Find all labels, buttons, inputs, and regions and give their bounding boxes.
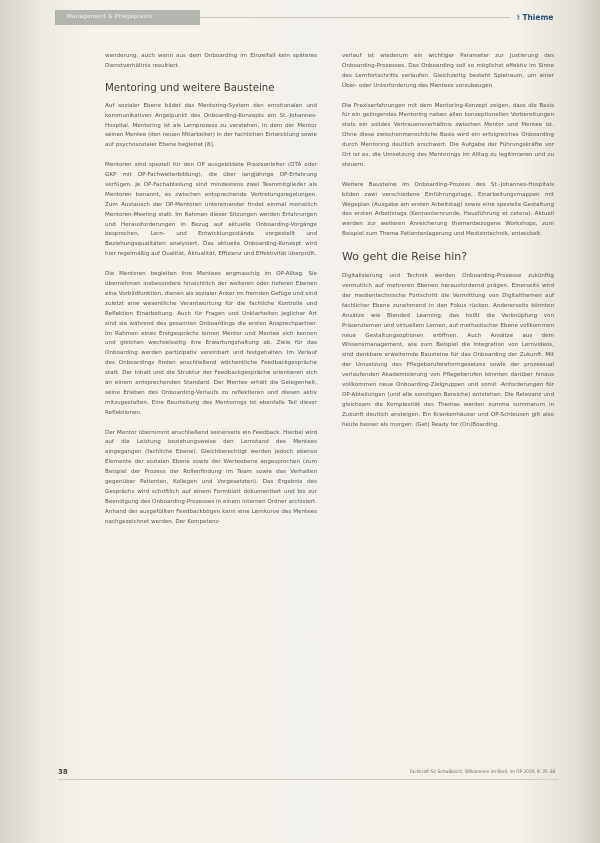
section-heading-mentoring: Mentoring und weitere Bausteine [105,82,275,94]
footer-citation: Fachkraft für Schwäbisch, Wilkommen im Bord, im OP 2019; 9: 35–38 [409,769,555,774]
right-paragraph-4: Digitalisierung und Technik werden Onboarding-Prozesse zukünftig vermutlich auf mehreren Ebenen herausfordernd prägen. Einerseits wird der medientechnische Fortschritt die Vermittlung von Digitalthemen auf fachlicher Ebene zunehmend in den Fokus rücken. Andererseits könnten Ansätze wie Blended Learning, das heißt die Verknüpfung von Präsenzlernen und virtuellem Lernen, auf methodischer Ebene vollkommen neue Gestaltungsoptionen eröffnen. Auch Ansätze aus dem Wissensmanagement, wie zum Beispiel die Integration von Lernvideos, sind denkbare erweiternde Bausteine für das Onboarding der Zukunft. Mit der Umsetzung des Pflegeberufereformgesetzes sowie der prozessual verlaufenden Akademisierung von Pflegeberufen könnten darüber hinaus vollkommen neue Onboarding-Zielgruppen und somit -Anforderungen für OP-Abteilungen (und alle sonstigen Bereiche) entstehen. Die Relevanz und gleichsam die Komplexität des Themas werden summa summarum in Zukunft deutlich ansteigen. Ein Krankenhäuser und OP-Schleusen gilt also heute besser als morgen: (Get) Ready for (On)Boarding. [342,273,554,428]
left-intro-paragraph: wenderung, auch wenn aus dem Onboarding im Einzelfall kein späteres Dienstverhältnis resultiert. [105,53,317,69]
footer-rule [58,779,558,780]
section-heading-future: Wo geht die Reise hin? [342,250,468,264]
left-paragraph-4: Der Mentor übernimmt anschließend seinerseits ein Feedback. Hierbei wird auf die Leistung beziehungsweise den Lernstand des Mentees eingegangen (fachliche Ebene). Gleichberechtigt werden jedoch ebenso Elemente der sozialen Ebene sowie der Werteebene angesprochen (zum Beispiel der Prozess der Rollenfindung im Team sowie das Verhalten gegenüber Patienten, Kollegen und Vorgesetzten). Das Ergebnis des Gesprächs wird schriftlich auf einem Formblatt dokumentiert und bis zur Beendigung des Onboarding-Prozesses in einem internen Ordner archiviert. Anhand der ausgefüllten Feedbackbögen kann eine Lernkurve des Mentees nachgezeichnet werden. Der Kompetenz- [105,429,317,525]
thieme-logo-icon: ⚕ [516,12,521,22]
left-paragraph-2: Mentoren sind speziell für den OP ausgebildete Praxisanleiter (OTA oder GKP mit OP-Fachweiterbildung), die über langjährige OP-Erfahrung verfügen. Je OP-Fachabteilung sind mindestens zwei Teammitglieder als Mentoren benannt, es zwischen entsprechende Vertretungsregelungen. Zum Austausch der OP-Mentoren untereinander findet einmal monatlich Mentoren-Meeting statt. Im Rahmen dieser Sitzungen werden Erfahrungen und Herausforderungen in Bezug auf aktuelle Onboarding-Vorgänge besprochen, Lern- und Entwicklungsstände vorgestellt und Beziehungsqualitäten analysiert. Das aktuelle Onboarding-Konzept wird hier regelmäßig auf Qualität, Aktualität, Effizienz und Effektivität überprüft. [105,162,317,258]
header-rule [200,17,510,18]
publisher-brand [516,11,556,23]
section-label: Management & Pflegepraxis [67,14,153,20]
right-paragraph-3: Weitere Bausteine im Onboarding-Prozess des St.-Johannes-Hospitals bilden zwei verschiedene Einführungstage, Einarbeitungsmappen mit Wegeplan (Ausgabe am ersten Arbeitstag) sowie eine spezielle Gestaltung des ersten Arbeitstags (Kennenlernrunde, Hausführung et cetera). Aktuell werden zur weiteren Anreicherung themenbezogene Workshops, zum Beispiel zum Thema Patientenlagerung und Medizintechnik, entwickelt. [342,181,554,238]
right-paragraph-2: Die Praxiserfahrungen mit dem Mentoring-Konzept zeigen, dass die Basis für ein gelingendes Mentoring neben allen konzeptionellen Vorbereitungen stets ein solides Vertrauensverhältnis zwischen Mentor und Mentee ist. Ohne diese zwischenmenschliche Basis wird ein erfolgreiches Onboarding durch Mentoring deutlich erschwert. Die Aufgabe der Führungskräfte vor Ort ist es, die Umsetzung des Mentorings im Alltag zu legitimieren und zu steuern. [342,102,554,168]
right-column [342,52,554,440]
left-column [105,52,317,538]
left-paragraph-3: Die Mentoren begleiten ihre Mentees engmaschig im OP-Alltag. Sie übernehmen insbesondere hinsichtlich der weiteren oder tieferen Ebenen eine Vorbildfunktion, dienen als sozialer Anker im fremden Gefüge und sind zuletzt eine wesentliche Verantwortung für die fachliche Kontrolle und Reflektion Einarbeitung. Auch für Fragen und Unklarheiten jeglicher Art sind sie während des gesamten Onboardings die ersten Ansprechpartner. Im Rahmen eines Erstgesprächs lernen Mentor und Mentee sich kennen und gleichen wechselseitig ihre Erwartungshaltung ab. Ziele für das Onboarding werden partizipativ vereinbart und festgehalten. Im Verlauf des Onboardings finden anschließend wöchentliche Feedbackgespräche statt. Der Inhalt und die Struktur der Feedbackgespräche orientieren sich an einem entsprechenden Standard. Der Mentee erhält die Gelegenheit, seine Erleben des Onboarding-Verlaufs zu reflektieren und diesen aktiv mitzugestalten. Eine Beurteilung des Mentorings ist ebenfalls Teil dieser Reflektionen. [105,271,317,416]
publisher-name: Thieme [522,12,554,22]
right-paragraph-1: verlauf ist wiederum ein wichtiger Parameter zur Justierung des Onboarding-Prozesses. Das Onboarding soll so möglichst effektiv im Sinne des Lernfortschritts verlaufen. Gleichzeitig besteht Spielraum, um einer Über- oder Unterforderung des Mentees vorzubeugen. [342,53,554,89]
page-number: 38 [58,768,68,776]
left-paragraph-1: Auf sozialer Ebene bildet das Mentoring-System den emotionalen und kommunikativen Angelpunkt des Onboarding-Konzepts am St.-Johannes-Hospital. Mentoring ist als Lernprozess zu verstehen, in dem der Mentor seinen Mentee (den neuen Mitarbeiter) in der fachlichen Entwicklung sowie auf psychosozialer Ebene begleitet [8]. [105,102,317,149]
section-header-band [55,10,200,25]
